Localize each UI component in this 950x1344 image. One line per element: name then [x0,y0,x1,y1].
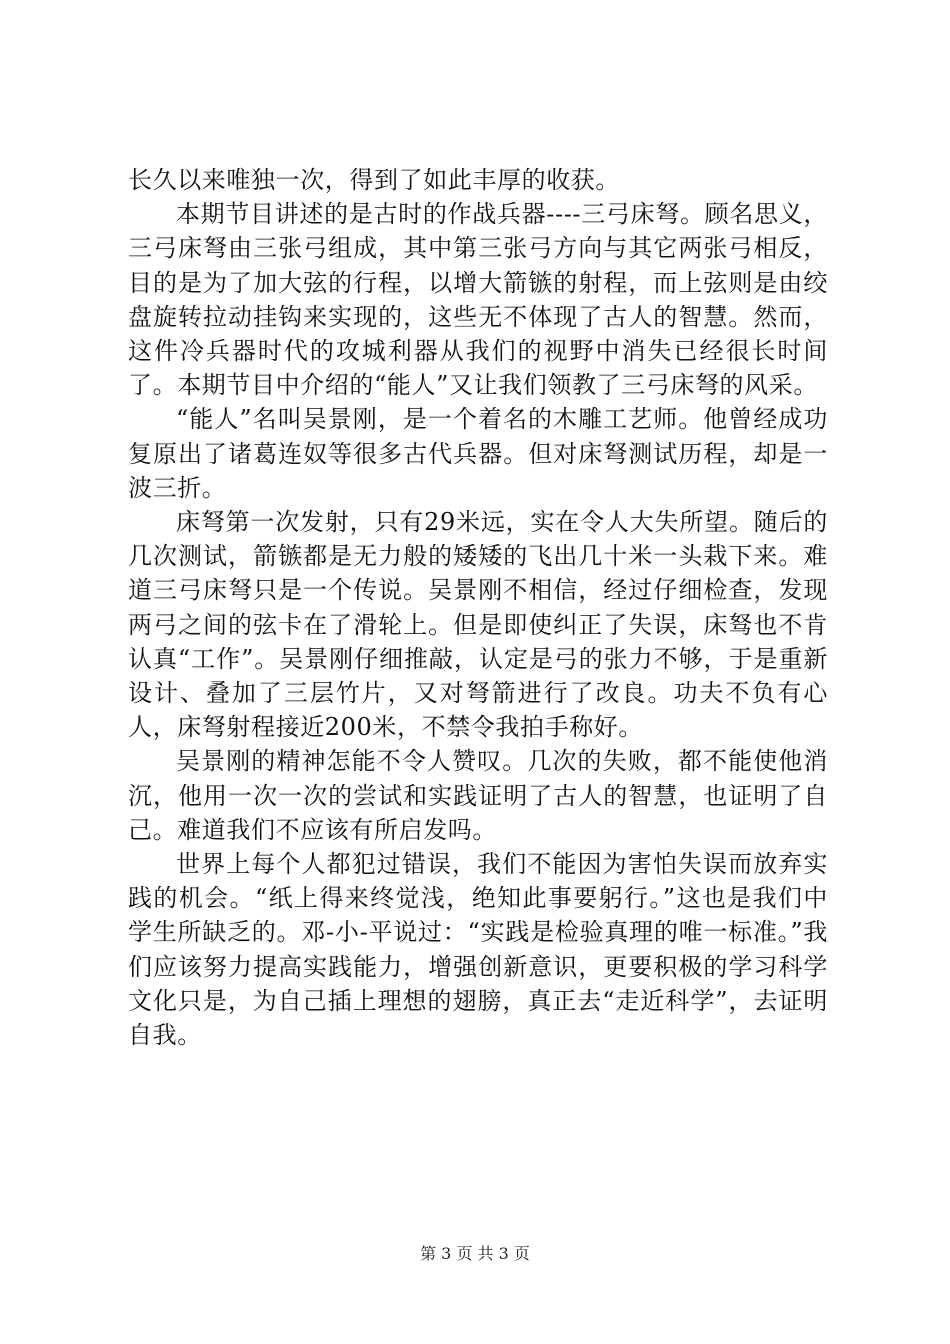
paragraph: “能人”名叫吴景刚，是一个着名的木雕工艺师。他曾经成功复原出了诸葛连奴等很多古代兵器。但对床弩测试历程，却是一波三折。 [128,405,828,502]
page-footer [0,1244,950,1264]
page-number-label: 第 3 页 共 3 页 [420,1244,530,1263]
paragraph-continuation: 长久以来唯独一次，得到了如此丰厚的收获。 [128,166,620,194]
paragraph: 床弩第一次发射，只有29米远，实在令人大失所望。随后的几次测试，箭镞都是无力般的矮矮的飞出几十米一头栽下来。难道三弓床弩只是一个传说。吴景刚不相信，经过仔细检查，发现两弓之间的弦卡在了滑轮上。但是即使纠正了失误，床驽也不肯认真“工作”。吴景刚仔细推敲，认定是弓的张力不够，于是重新设计、叠加了三层竹片，又对弩箭进行了改良。功夫不负有心人，床弩射程接近200米，不禁令我拍手称好。 [128,508,828,742]
paragraph: 世界上每个人都犯过错误，我们不能因为害怕失误而放弃实践的机会。“纸上得来终觉浅，绝知此事要躬行。”这也是我们中学生所缺乏的。邓-小-平说过：“实践是检验真理的唯一标准。”我们应该努力提高实践能力，增强创新意识，更要积极的学习科学文化只是，为自己插上理想的翅膀，真正去“走近科学”，去证明自我。 [128,850,828,1050]
paragraph: 吴景刚的精神怎能不令人赞叹。几次的失败，都不能使他消沉，他用一次一次的尝试和实践证明了古人的智慧，也证明了自己。难道我们不应该有所启发吗。 [128,747,828,844]
document-body [128,163,828,1052]
paragraph: 本期节目讲述的是古时的作战兵器----三弓床弩。顾名思义，三弓床弩由三张弓组成，其中第三张弓方向与其它两张弓相反，目的是为了加大弦的行程，以增大箭镞的射程，而上弦则是由绞盘旋转拉动挂钩来实现的，这些无不体现了古人的智慧。然而，这件冷兵器时代的攻城利器从我们的视野中消失已经很长时间了。本期节目中介绍的“能人”又让我们领教了三弓床弩的风采。 [128,200,828,400]
